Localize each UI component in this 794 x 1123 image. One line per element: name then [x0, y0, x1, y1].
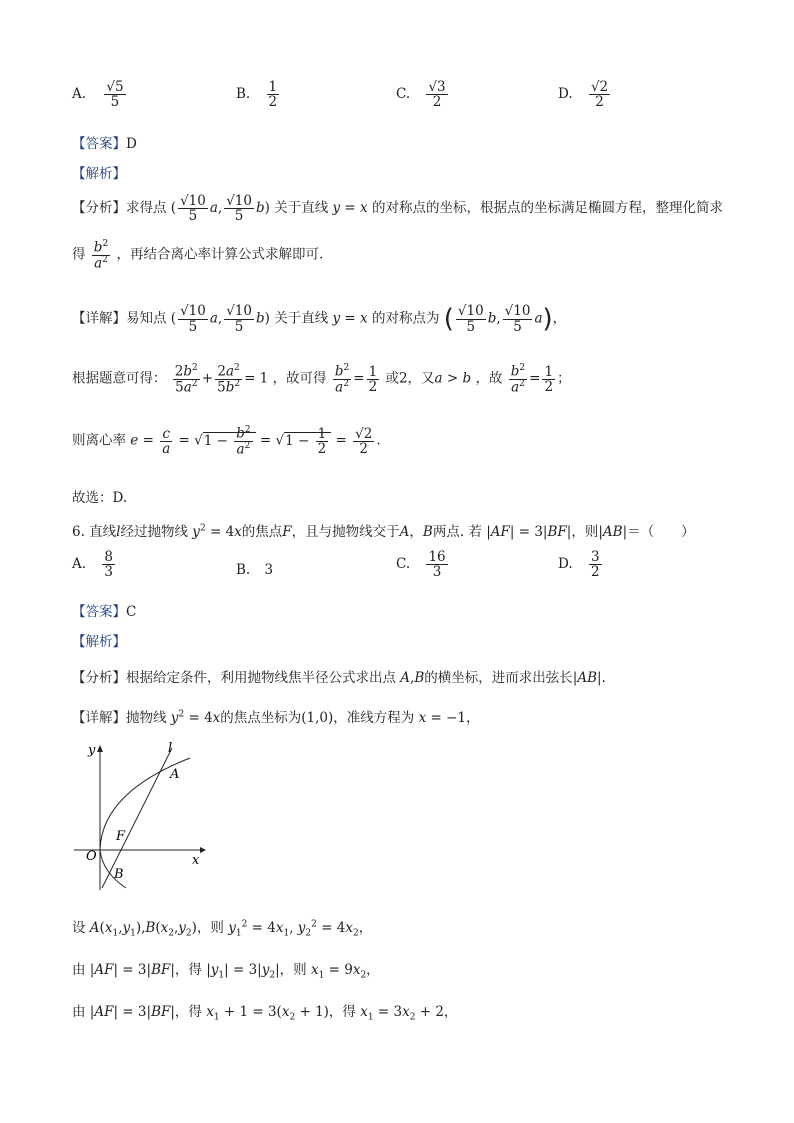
den: 2: [432, 94, 442, 111]
parabola-figure: [74, 740, 214, 890]
option-label: D.: [558, 556, 573, 573]
q5-fenxi-line2: [72, 240, 323, 270]
num: √3: [428, 79, 446, 95]
text: 则离心率: [72, 432, 126, 449]
option-label: A.: [72, 556, 87, 573]
num: 3: [590, 549, 600, 565]
option-b-value: 3: [264, 562, 274, 578]
q5-option-d: [558, 80, 612, 109]
den: 2: [595, 94, 604, 111]
text: 的焦点: [241, 524, 283, 540]
num: 1: [268, 79, 278, 95]
option-d-fraction: [589, 550, 602, 579]
text: 关于直线: [274, 310, 329, 327]
answer-tag: 【答案】: [72, 604, 126, 620]
text: 两点. 若: [432, 524, 482, 540]
q5-conclusion: [72, 486, 127, 506]
text: ，得: [174, 1004, 202, 1020]
q5-condition-line: 根据题意可得： $\frac{2b^2}{5a^2}$ + $\frac{2a^2}{5b^2}$ = 1 ，故可得 $\frac{b^2}{a^2}$ = $\frac{1}{2}$ 或2，又a > b ，故 $\frac{b^2}{a^2}$ = $\frac{1}{2}$ ；: [72, 363, 571, 396]
q5-fenxi-line1: 【分析】求得点 ( $\frac{√10}{5}$ a, $\frac{√10}{5}$ b) 关于直线 y = x 的对称点的坐标，根据点的坐标满足椭圆方程，整理化简求: [72, 193, 723, 225]
text: 的对称点为: [371, 310, 440, 327]
x-axis-arrow: [200, 847, 206, 853]
option-b-fraction: [267, 80, 280, 109]
text: ，得: [174, 962, 202, 978]
option-label: B.: [236, 86, 251, 103]
text: ＝（ ）: [627, 524, 695, 540]
label-y: y: [88, 743, 96, 758]
text: 根据给定条件，利用抛物线焦半径公式求出点: [126, 670, 396, 686]
q5-xiangjie-line1: 【详解】易知点 ( $\frac{√10}{5}$ a, $\frac{√10}{5}$ b) 关于直线 y = x 的对称点为 ( $\frac{√10}{5}$ b, $\frac{√10}{5}$ a)，: [72, 303, 567, 335]
answer-tag: 【答案】: [72, 136, 126, 152]
option-label: C.: [396, 556, 411, 573]
frac: $\frac{√10}{5}$: [180, 193, 206, 225]
text: 的焦点坐标为: [220, 710, 302, 726]
text: 的横坐标，进而求出弦长: [424, 670, 573, 686]
text: ，则: [196, 920, 224, 936]
text: 易知点: [126, 310, 167, 327]
option-label: A.: [72, 86, 87, 103]
q5-answer: [72, 132, 137, 152]
option-label: D.: [558, 86, 573, 103]
q5-eccentricity-line: 则离心率 e = $\frac{c}{a}$ = √1 − $\frac{b^2}{a^2}$ = √1 − $\frac{1}{2}$ = $\frac{√2}{2}$ .: [72, 425, 381, 458]
label-x: x: [192, 853, 200, 868]
q6-analysis-heading: [72, 630, 126, 650]
q6-step3: 由 |AF| = 3|BF|，得 $x_1 + 1 = 3(x_2 + 1)$，得 $x_1 = 3x_2 + 2$，: [72, 1004, 458, 1023]
text: 得: [72, 246, 86, 263]
q6-option-b: [236, 562, 273, 578]
num: √2: [590, 79, 609, 95]
label-f: F: [116, 829, 126, 844]
label-o: O: [86, 849, 97, 864]
text: ，准线方程为: [333, 710, 415, 726]
line-l: [102, 748, 172, 888]
text: 由: [72, 962, 86, 978]
text: 求得点: [126, 200, 167, 217]
text: 由: [72, 1004, 86, 1020]
q6-fenxi-line: 【分析】根据给定条件，利用抛物线焦半径公式求出点 A,B的横坐标，进而求出弦长|AB|.: [72, 670, 606, 686]
option-d-fraction: [589, 80, 610, 109]
q6-option-c: [396, 550, 450, 579]
q6-stem: 6. 直线l经过抛物线 $y^2 = 4x$的焦点F，且与抛物线交于A，B两点. 若 |AF| = 3|BF|，则|AB|＝（ ）: [72, 523, 695, 540]
q6-option-d: [558, 550, 604, 579]
y-axis-arrow: [97, 745, 103, 752]
text: 故选：D.: [72, 490, 128, 506]
den: 5: [110, 94, 120, 111]
text: 的对称点的坐标，根据点的坐标满足椭圆方程，整理化简求: [371, 200, 723, 217]
text: ，得: [328, 1004, 356, 1020]
text: 设: [72, 920, 86, 936]
num: √5: [106, 79, 124, 95]
frac: $\frac{√10}{5}$: [226, 193, 252, 225]
text: 关于直线: [274, 200, 329, 217]
text: ，再结合离心率计算公式求解即可.: [116, 246, 324, 263]
option-a-fraction: [102, 550, 115, 579]
q6-answer: [72, 600, 136, 620]
q5-option-a: [72, 80, 128, 109]
text: ，则: [279, 962, 307, 978]
text: 抛物线: [126, 710, 167, 726]
text: ，且与抛物线交于: [291, 524, 400, 540]
den: 2: [590, 564, 600, 581]
xiangjie-tag: 【详解】: [72, 310, 126, 327]
num: 8: [104, 549, 113, 565]
text: ，故: [475, 370, 503, 387]
option-a-fraction: [104, 80, 125, 109]
q6-step1: 设 $A(x_1,y_1),B(x_2,y_2)$，则 $y_1^2 = 4x_1$, $y_2^2 = 4x_2$，: [72, 919, 373, 939]
q5-option-c: [396, 80, 450, 109]
den: 2: [268, 94, 278, 111]
den: 3: [432, 564, 442, 581]
num: 16: [428, 549, 446, 565]
text: 6. 直线: [72, 524, 117, 540]
fenxi-tag: 【分析】: [72, 670, 126, 686]
answer-value: C: [126, 604, 137, 620]
q5-option-b: [236, 80, 281, 109]
analysis-tag: 【解析】: [72, 166, 126, 182]
option-label: C.: [396, 86, 411, 103]
xiangjie-tag: 【详解】: [72, 710, 126, 726]
option-c-fraction: [426, 550, 447, 579]
label-l: l: [168, 741, 173, 756]
text: 或2，又: [385, 370, 435, 387]
option-c-fraction: [426, 80, 447, 109]
text: ，则: [571, 524, 599, 540]
q6-xiangjie-line: 【详解】抛物线 $y^2 = 4x$的焦点坐标为(1,0)，准线方程为 x = −1，: [72, 709, 480, 726]
label-b: B: [114, 867, 124, 882]
q6-step2: 由 |AF| = 3|BF|，得 $|y_1| = 3|y_2|$，则 $x_1 = 9x_2$，: [72, 962, 380, 981]
analysis-tag: 【解析】: [72, 634, 126, 650]
q6-option-a: [72, 550, 117, 579]
text: 经过抛物线: [120, 524, 188, 540]
text: ，故可得: [272, 370, 327, 387]
option-label: B.: [236, 562, 251, 578]
label-a: A: [170, 767, 180, 782]
q5-analysis-heading: [72, 162, 126, 182]
frac: $\frac{b^2}{a^2}$: [93, 239, 109, 272]
answer-value: D: [126, 136, 137, 152]
fenxi-tag: 【分析】: [72, 200, 126, 217]
text: 根据题意可得：: [72, 370, 167, 387]
den: 3: [104, 564, 113, 581]
